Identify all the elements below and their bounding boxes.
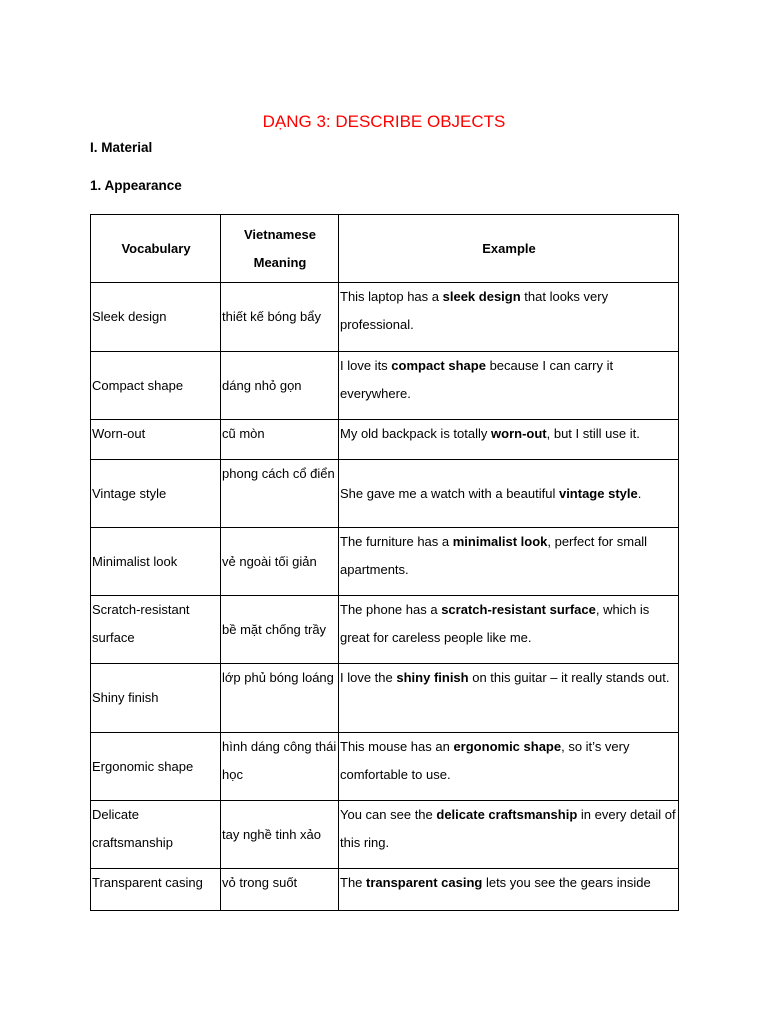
example-text: I love its (340, 358, 392, 373)
vocab-cell: Minimalist look (91, 528, 221, 596)
example-text: on this guitar – it really stands out. (468, 670, 670, 685)
header-vietnamese-meaning: Vietnamese Meaning (221, 215, 339, 283)
vocab-cell: Delicate craftsmanship (91, 801, 221, 869)
meaning-cell: vỏ trong suốt (221, 869, 339, 911)
example-keyword: scratch-resistant surface (441, 602, 596, 617)
example-keyword: delicate craftsmanship (436, 807, 578, 822)
example-text: in every detail of this ring. (340, 807, 676, 850)
example-text: , which is great for careless people like me. (340, 602, 650, 645)
example-cell (339, 664, 679, 733)
table-header-row (91, 215, 679, 283)
table-body (91, 283, 679, 911)
example-keyword: transparent casing (366, 875, 483, 890)
vocab-cell: Transparent casing (91, 869, 221, 911)
example-keyword: worn-out (491, 426, 547, 441)
example-text: This mouse has an (340, 739, 454, 754)
subsection-heading-appearance: 1. Appearance (90, 178, 182, 193)
example-text: , so it’s very comfortable to use. (340, 739, 630, 782)
example-keyword: compact shape (391, 358, 486, 373)
vocab-cell: Worn-out (91, 420, 221, 460)
example-cell (339, 596, 679, 664)
vocab-cell: Compact shape (91, 352, 221, 420)
example-cell (339, 528, 679, 596)
example-text: , perfect for small apartments. (340, 534, 648, 577)
example-keyword: shiny finish (396, 670, 469, 685)
example-text: This laptop has a (340, 289, 443, 304)
meaning-cell: dáng nhỏ gọn (221, 352, 339, 420)
vocab-cell: Ergonomic shape (91, 733, 221, 801)
table-row (91, 801, 679, 869)
meaning-cell: vẻ ngoài tối giản (221, 528, 339, 596)
table-row (91, 352, 679, 420)
example-cell (339, 801, 679, 869)
example-keyword: minimalist look (452, 534, 548, 549)
vocabulary-table (90, 214, 679, 911)
example-text: lets you see the gears inside (482, 875, 651, 890)
table-row (91, 664, 679, 733)
meaning-cell: bề mặt chống trầy (221, 596, 339, 664)
example-cell (339, 733, 679, 801)
example-cell (339, 420, 679, 460)
document-title: DẠNG 3: DESCRIBE OBJECTS (262, 112, 506, 131)
vocab-cell: Scratch-resistant surface (91, 596, 221, 664)
table-row (91, 283, 679, 352)
example-cell (339, 869, 679, 911)
table-row (91, 869, 679, 911)
meaning-cell: thiết kế bóng bẩy (221, 283, 339, 352)
example-keyword: vintage style (558, 485, 638, 501)
vocab-cell: Shiny finish (91, 664, 221, 733)
header-vocabulary: Vocabulary (91, 215, 221, 283)
example-text: because I can carry it everywhere. (340, 358, 614, 401)
example-text: . (637, 485, 642, 501)
meaning-cell: phong cách cổ điển (221, 460, 339, 528)
example-keyword: ergonomic shape (453, 739, 562, 754)
section-heading-material: I. Material (90, 140, 153, 155)
example-text: The phone has a (340, 602, 442, 617)
example-text: that looks very professional. (340, 289, 609, 332)
header-example: Example (339, 215, 679, 283)
table-row (91, 528, 679, 596)
example-text: My old backpack is totally (340, 426, 492, 441)
table-row (91, 733, 679, 801)
vocab-cell: Sleek design (91, 283, 221, 352)
table-row (91, 420, 679, 460)
table-row (91, 596, 679, 664)
example-text: , but I still use it. (546, 426, 640, 441)
example-text: The furniture has a (340, 534, 453, 549)
meaning-cell: hình dáng công thái học (221, 733, 339, 801)
meaning-cell: tay nghề tinh xảo (221, 801, 339, 869)
example-text: She gave me a watch with a beautiful (340, 485, 559, 501)
example-cell (339, 352, 679, 420)
vocab-cell: Vintage style (91, 460, 221, 528)
table-row (91, 460, 679, 528)
example-text: You can see the (340, 807, 437, 822)
example-cell (339, 460, 679, 528)
example-cell (339, 283, 679, 352)
example-keyword: sleek design (442, 289, 521, 304)
example-text: I love the (340, 670, 397, 685)
meaning-cell: cũ mòn (221, 420, 339, 460)
example-text: The (340, 875, 367, 890)
meaning-cell: lớp phủ bóng loáng (221, 664, 339, 733)
